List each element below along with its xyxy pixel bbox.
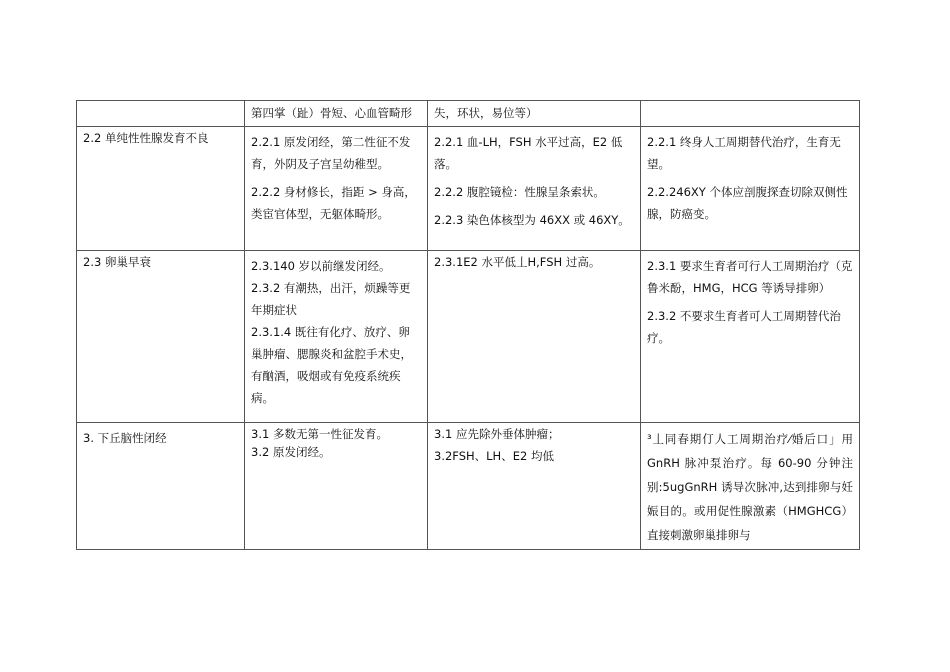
cell-treatment [641,101,860,127]
cell-text: 2.3.1.4 既往有化疗、放疗、卵巢肿瘤、腮腺炎和盆腔手术史，有酗酒，吸烟或有免疫系统疾病。 [251,325,412,405]
cell-text: 3.1 应先除外垂体肿瘤； [434,427,560,441]
cell-text: 3.1 多数无第一性征发育。 [251,427,388,441]
cell-tests [428,251,641,423]
table-row [77,251,860,423]
cell-text: 2.2.1 血-LH，FSH 水平过高，E2 低落。 [434,135,623,171]
cell-text: 2.3.1E2 水平低丄H,FSH 过高。 [434,255,601,269]
cell-symptoms [245,101,428,127]
cell-tests [428,423,641,550]
cell-condition [77,423,245,550]
cell-text: 2.2.1 终身人工周期替代治疗，生育无望。 [647,135,841,171]
cell-symptoms [245,423,428,550]
cell-treatment [641,127,860,251]
cell-text: 失，环状，易位等） [434,106,538,120]
cell-condition [77,101,245,127]
cell-text: 2.3.1 要求生育者可行人工周期治疗（克鲁米酚，HMG，HCG 等诱导排卵） [647,259,853,295]
cell-text: ³丄同春期仃人工周期治疗⁄婚后口」用 GnRH 脉冲泵治疗。每 60-90 分钟注别:5ugGnRH 诱导次脉冲,达到排卵与妊娠目的。或用促性腺激素（HMGHCG）直接刺激卵巢排卵与 [647,432,853,542]
cell-condition [77,127,245,251]
cell-text: 2.2.246XY 个体应剖腹探查切除双侧性腺，防癌变。 [647,185,848,221]
cell-text: 第四掌（趾）骨短、心血管畸形 [251,106,412,120]
table-row [77,101,860,127]
condition-name: 3. 下丘脑性闭经 [83,431,167,445]
cell-tests [428,127,641,251]
table-row [77,423,860,550]
cell-condition [77,251,245,423]
cell-text: 2.2.2 腹腔镜检：性腺呈条索状。 [434,185,605,199]
cell-text: 2.2.1 原发闭经，第二性征不发育，外阴及子宫呈幼稚型。 [251,135,411,171]
cell-text: 3.2FSH、LH、E2 均低 [434,449,554,463]
cell-symptoms [245,251,428,423]
table-row [77,127,860,251]
diagnosis-table [76,100,860,550]
cell-symptoms [245,127,428,251]
condition-name: 2.3 卵巢早衰 [83,255,151,269]
cell-text: 2.3.140 岁以前继发闭经。 [251,259,391,273]
cell-text: 2.3.2 有潮热，出汗，烦躁等更年期症状 [251,281,411,317]
cell-text: 2.2.3 染色体核型为 46XX 或 46XY。 [434,213,630,227]
cell-tests [428,101,641,127]
cell-text: 2.3.2 不要求生育者可人工周期替代治疗。 [647,309,841,345]
condition-name: 2.2 单纯性性腺发育不良 [83,131,209,145]
cell-text: 3.2 原发闭经。 [251,445,331,459]
cell-treatment [641,251,860,423]
cell-treatment [641,423,860,550]
cell-text: 2.2.2 身材修长，指距 > 身高，类宦官体型，无躯体畸形。 [251,185,416,221]
